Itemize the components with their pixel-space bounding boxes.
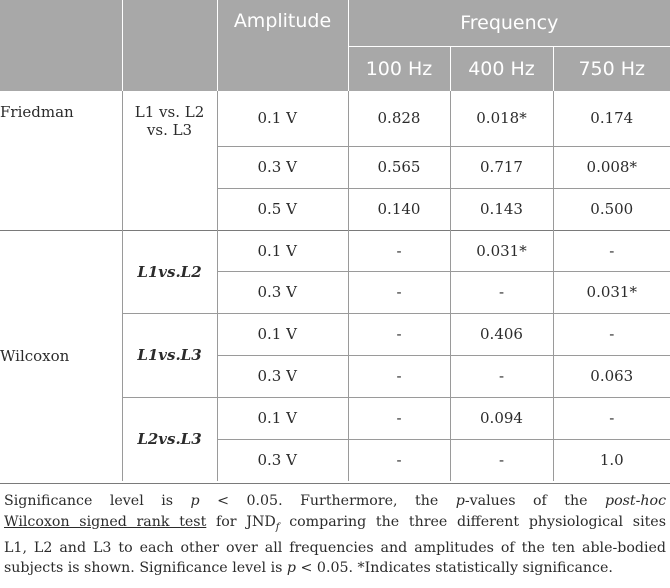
value-cell: 0.031* xyxy=(450,230,553,271)
value-cell: - xyxy=(450,439,553,481)
value-cell: - xyxy=(348,230,450,271)
amp-cell: 0.1 V xyxy=(217,397,348,439)
value-cell: 0.500 xyxy=(553,188,670,230)
pair-label-l1-l3: L1vs.L3 xyxy=(122,313,217,397)
wilcoxon-link[interactable]: Wilcoxon signed rank test xyxy=(4,513,207,530)
amp-cell: 0.1 V xyxy=(217,313,348,355)
value-cell: - xyxy=(348,355,450,397)
amp-cell: 0.5 V xyxy=(217,188,348,230)
value-cell: - xyxy=(348,439,450,481)
pair-label-l1-l2: L1vs.L2 xyxy=(122,230,217,313)
value-cell: 0.828 xyxy=(348,91,450,146)
value-cell: 0.094 xyxy=(450,397,553,439)
value-cell: - xyxy=(348,397,450,439)
value-cell: - xyxy=(553,313,670,355)
value-cell: - xyxy=(450,355,553,397)
header-amplitude: Amplitude xyxy=(217,0,348,91)
friedman-comparison-line1: L1 vs. L2 xyxy=(134,103,205,121)
amp-cell: 0.3 V xyxy=(217,439,348,481)
header-empty-2 xyxy=(122,0,217,91)
value-cell: 0.143 xyxy=(450,188,553,230)
amp-cell: 0.1 V xyxy=(217,230,348,271)
friedman-comparison-line2: vs. L3 xyxy=(146,121,193,139)
value-cell: 0.063 xyxy=(553,355,670,397)
value-cell: 0.031* xyxy=(553,271,670,313)
header-freq-400: 400 Hz xyxy=(450,47,553,92)
friedman-comparison xyxy=(122,91,217,230)
value-cell: 1.0 xyxy=(553,439,670,481)
caption-line-4: subjects is shown. Significance level is p < 0.05. *Indicates statistically significance. xyxy=(4,560,613,577)
header-freq-750: 750 Hz xyxy=(553,47,670,92)
amp-cell: 0.3 V xyxy=(217,355,348,397)
amp-cell: 0.1 V xyxy=(217,91,348,146)
test-friedman: Friedman xyxy=(0,103,74,121)
value-cell: 0.174 xyxy=(553,91,670,146)
amp-cell: 0.3 V xyxy=(217,271,348,313)
value-cell: 0.717 xyxy=(450,146,553,188)
value-cell: 0.008* xyxy=(553,146,670,188)
caption-line-3: L1, L2 and L3 to each other over all frequencies and amplitudes of the ten able-bodied xyxy=(4,539,666,556)
value-cell: 0.406 xyxy=(450,313,553,355)
table-bottom-rule xyxy=(0,483,670,484)
value-cell: 0.565 xyxy=(348,146,450,188)
value-cell: - xyxy=(553,397,670,439)
value-cell: 0.018* xyxy=(450,91,553,146)
amp-cell: 0.3 V xyxy=(217,146,348,188)
header-freq-100: 100 Hz xyxy=(348,47,450,92)
caption-line-2: Wilcoxon signed rank test for $JND_f$ comparing the three different physiological sites xyxy=(4,513,666,533)
value-cell: - xyxy=(450,271,553,313)
header-frequency: Frequency xyxy=(348,0,670,47)
table-caption xyxy=(4,491,666,579)
pair-label-l2-l3: L2vs.L3 xyxy=(122,397,217,481)
value-cell: 0.140 xyxy=(348,188,450,230)
test-wilcoxon: Wilcoxon xyxy=(0,230,122,481)
value-cell: - xyxy=(348,271,450,313)
caption-line-1: Significance level is p < 0.05. Furthermore, the p-values of the post-hoc xyxy=(4,493,667,509)
header-empty-1 xyxy=(0,0,122,91)
value-cell: - xyxy=(348,313,450,355)
value-cell: - xyxy=(553,230,670,271)
